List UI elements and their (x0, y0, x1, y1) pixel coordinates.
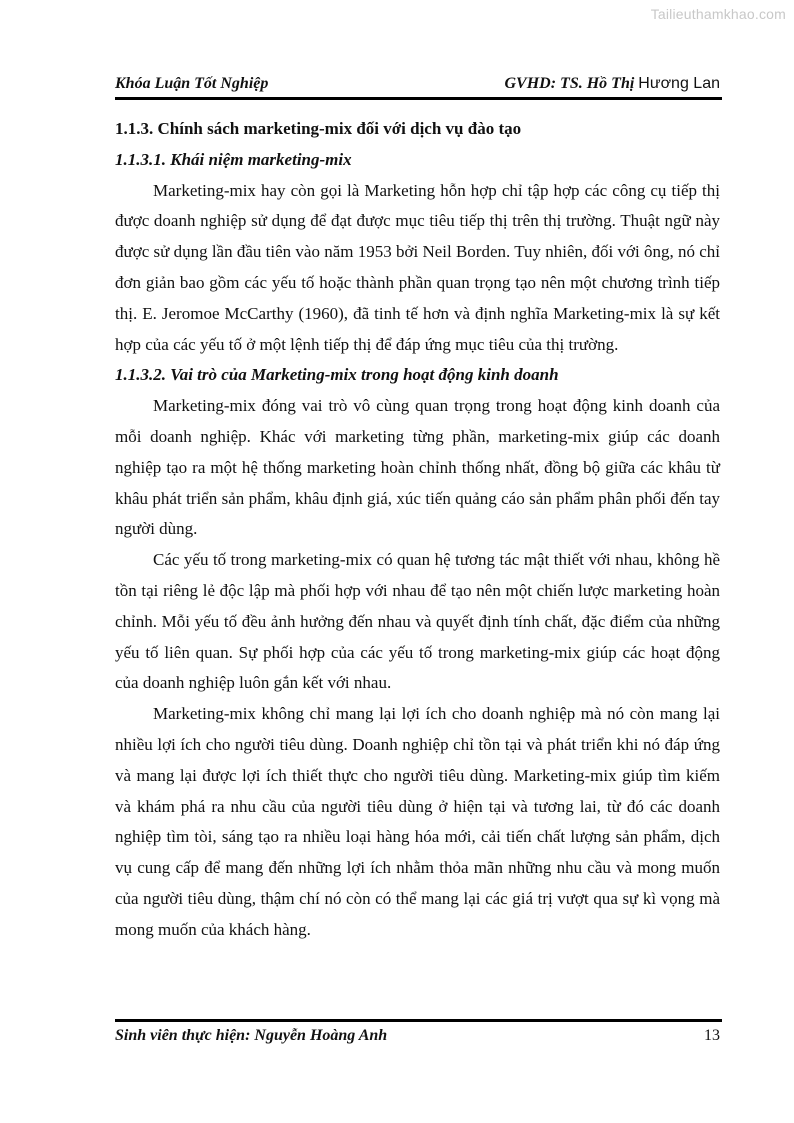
header-thesis-title: Khóa Luận Tốt Nghiệp (115, 75, 269, 92)
page-number: 13 (704, 1027, 720, 1044)
header-rule (115, 97, 722, 100)
subsection-heading-1: 1.1.3.1. Khái niệm marketing-mix (115, 149, 352, 169)
page-footer (115, 1027, 720, 1045)
footer-student: Sinh viên thực hiện: Nguyễn Hoàng Anh (115, 1027, 388, 1044)
header-supervisor (505, 75, 721, 93)
paragraph: Marketing-mix đóng vai trò vô cùng quan trọng trong hoạt động kinh doanh của mỗi doanh nghiệp. Khác với marketing từng phần, marketing-mix giúp các doanh nghiệp tạo ra một hệ thống marketing hoàn chỉnh thống nhất, đồng bộ giữa các khâu từ khâu phát triển sản phẩm, khâu định giá, xúc tiến quảng cáo sản phẩm phân phối đến tay người dùng. (115, 396, 720, 539)
header-supervisor-prefix: GVHD: TS. Hồ Thị (504, 75, 635, 92)
section-heading: 1.1.3. Chính sách marketing-mix đối với dịch vụ đào tạo (115, 119, 522, 138)
header-supervisor-name: Hương Lan (638, 75, 720, 92)
subsection-heading-2: 1.1.3.2. Vai trò của Marketing-mix trong hoạt động kinh doanh (115, 365, 559, 385)
paragraph: Các yếu tố trong marketing-mix có quan hệ tương tác mật thiết với nhau, không hề tồn tại riêng lẻ độc lập mà phối hợp với nhau để tạo nên một chiến lược marketing hoàn chỉnh. Mỗi yếu tố đều ảnh hưởng đến nhau và quyết định tính chất, đặc điểm của những yếu tố liên quan. Sự phối hợp của các yếu tố trong marketing-mix giúp các hoạt động của doanh nghiệp luôn gắn kết với nhau. (115, 550, 720, 693)
page-header (115, 75, 720, 93)
paragraph: Marketing-mix hay còn gọi là Marketing hỗn hợp chỉ tập hợp các công cụ tiếp thị được doanh nghiệp sử dụng để đạt được mục tiêu tiếp thị trên thị trường. Thuật ngữ này được sử dụng lần đầu tiên vào năm 1953 bởi Neil Borden. Tuy nhiên, đối với ông, nó chỉ đơn giản bao gồm các yếu tố hoặc thành phần quan trọng tạo nên một chương trình tiếp thị. E. Jeromoe McCarthy (1960), đã tinh tế hơn và định nghĩa Marketing-mix là sự kết hợp của các yếu tố ở một lệnh tiếp thị để đáp ứng mục tiêu của thị trường. (115, 180, 720, 354)
watermark: Tailieuthamkhao.com (650, 6, 786, 22)
paragraph: Marketing-mix không chỉ mang lại lợi ích cho doanh nghiệp mà nó còn mang lại nhiều lợi ích cho người tiêu dùng. Doanh nghiệp chỉ tồn tại và phát triển khi nó đáp ứng và mang lại được lợi ích thiết thực cho người tiêu dùng. Marketing-mix giúp tìm kiếm và khám phá ra nhu cầu của người tiêu dùng ở hiện tại và tương lai, từ đó các doanh nghiệp tìm tòi, sáng tạo ra nhiều loại hàng hóa mới, cải tiến chất lượng sản phẩm, dịch vụ cung cấp để mang đến những lợi ích nhằm thỏa mãn những nhu cầu và mong muốn của người tiêu dùng, thậm chí nó còn có thể mang lại các giá trị vượt qua sự kì vọng mà mong muốn của khách hàng. (115, 704, 720, 939)
page-body (115, 114, 720, 946)
footer-rule (115, 1019, 722, 1022)
